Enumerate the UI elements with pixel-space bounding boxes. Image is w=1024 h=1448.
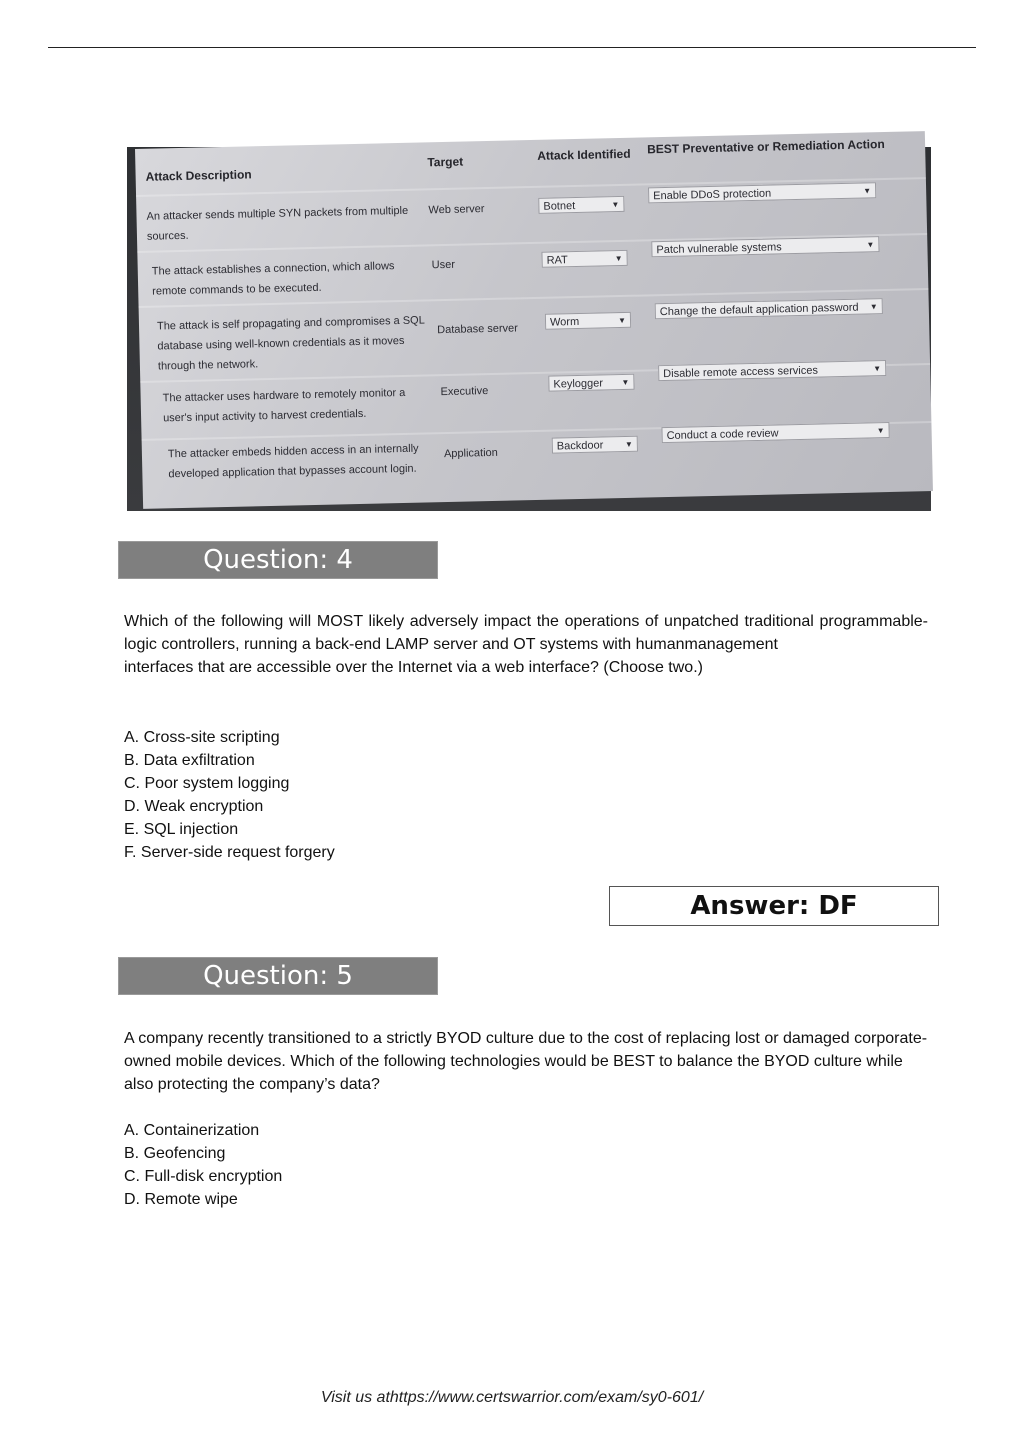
row-5-action-select[interactable] xyxy=(661,422,889,443)
row-5-attack-select[interactable] xyxy=(552,436,638,454)
row-2-action-value: Patch vulnerable systems xyxy=(656,241,782,257)
question-5-stem: A company recently transitioned to a strictly BYOD culture due to the cost of replacing lost or damaged corporate-owned mobile devices. Which of the following technologies would be BEST to balance the BYOD culture while also protecting the company’s data? xyxy=(124,1030,928,1093)
option-c[interactable]: C. Full-disk encryption xyxy=(124,1168,283,1185)
question-4-answer: Answer: DF xyxy=(609,886,939,926)
option-b[interactable]: B. Data exfiltration xyxy=(124,752,255,769)
row-1-action-value: Enable DDoS protection xyxy=(653,187,772,203)
chevron-down-icon: ▼ xyxy=(621,377,630,388)
chevron-down-icon: ▼ xyxy=(614,253,623,264)
row-4-action-value: Disable remote access services xyxy=(663,364,819,381)
option-c[interactable]: C. Poor system logging xyxy=(124,775,290,792)
exhibit-photo xyxy=(127,136,931,511)
row-1-attack-value: Botnet xyxy=(543,200,576,213)
row-4-attack-select[interactable] xyxy=(548,374,634,392)
row-2-attack-value: RAT xyxy=(546,254,568,267)
row-1-description: An attacker sends multiple SYN packets from multiple sources. xyxy=(146,204,409,243)
row-1-attack-select[interactable] xyxy=(538,196,624,214)
chevron-down-icon: ▼ xyxy=(617,315,627,326)
question-4-stem xyxy=(124,610,928,679)
question-5-options xyxy=(124,1119,928,1211)
header-rule xyxy=(48,47,976,48)
row-4-description: The attacker uses hardware to remotely monitor a user's input activity to harvest credentials. xyxy=(162,386,406,425)
exhibit-table xyxy=(135,131,933,509)
header-target: Target xyxy=(427,154,464,170)
option-a[interactable]: A. Containerization xyxy=(124,1122,260,1139)
question-4-stem-line-2: interfaces that are accessible over the Internet via a web interface? (Choose two.) xyxy=(124,659,703,676)
question-5-title: Question: 5 xyxy=(203,961,353,991)
row-5-action-value: Conduct a code review xyxy=(666,427,779,443)
question-5-header xyxy=(118,957,438,995)
chevron-down-icon: ▼ xyxy=(876,426,885,436)
chevron-down-icon: ▼ xyxy=(873,364,882,374)
row-3-description: The attack is self propagating and compromises a SQL database using well-known credentials as it moves through the network. xyxy=(156,314,425,373)
row-3-action-select[interactable] xyxy=(655,298,883,319)
question-4-header xyxy=(118,541,438,579)
chevron-down-icon: ▼ xyxy=(863,186,872,196)
row-2-attack-select[interactable] xyxy=(541,250,627,268)
row-2-target: User xyxy=(431,258,456,272)
question-4-options xyxy=(124,726,928,864)
row-3-action-value: Change the default application password xyxy=(659,301,859,319)
option-a[interactable]: A. Cross-site scripting xyxy=(124,729,280,746)
row-4-attack-value: Keylogger xyxy=(553,377,604,391)
option-d[interactable]: D. Weak encryption xyxy=(124,798,264,815)
footer-link[interactable]: Visit us athttps://www.certswarrior.com/exam/sy0-601/ xyxy=(320,1389,704,1406)
row-5-attack-value: Backdoor xyxy=(556,439,604,453)
chevron-down-icon: ▼ xyxy=(866,240,875,250)
option-d[interactable]: D. Remote wipe xyxy=(124,1191,238,1208)
row-5-description: The attacker embeds hidden access in an internally developed application that bypasses account login. xyxy=(167,442,419,481)
header-best-action: BEST Preventative or Remediation Action xyxy=(646,136,885,157)
chevron-down-icon: ▼ xyxy=(611,200,620,210)
row-4-action-select[interactable] xyxy=(658,360,886,381)
option-b[interactable]: B. Geofencing xyxy=(124,1145,226,1162)
row-4-target: Executive xyxy=(440,385,489,399)
row-1-target: Web server xyxy=(428,203,485,217)
row-1-action-select[interactable] xyxy=(648,182,876,203)
row-3-target: Database server xyxy=(437,322,519,337)
option-f[interactable]: F. Server-side request forgery xyxy=(124,844,335,861)
option-e[interactable]: E. SQL injection xyxy=(124,821,239,838)
header-attack-description: Attack Description xyxy=(145,167,252,184)
question-4-stem-line-1: Which of the following will MOST likely adversely impact the operations of unpatched traditional programmable-logic controllers, running a back-end LAMP server and OT systems with humanmanagement xyxy=(124,613,928,653)
row-5-target: Application xyxy=(443,446,498,461)
question-4-title: Question: 4 xyxy=(203,545,353,575)
row-2-description: The attack establishes a connection, which allows remote commands to be executed. xyxy=(151,260,395,298)
header-attack-identified: Attack Identified xyxy=(537,146,631,163)
row-3-attack-value: Worm xyxy=(549,315,580,329)
row-3-attack-select[interactable] xyxy=(545,312,631,330)
chevron-down-icon: ▼ xyxy=(624,439,633,449)
chevron-down-icon: ▼ xyxy=(869,302,878,312)
